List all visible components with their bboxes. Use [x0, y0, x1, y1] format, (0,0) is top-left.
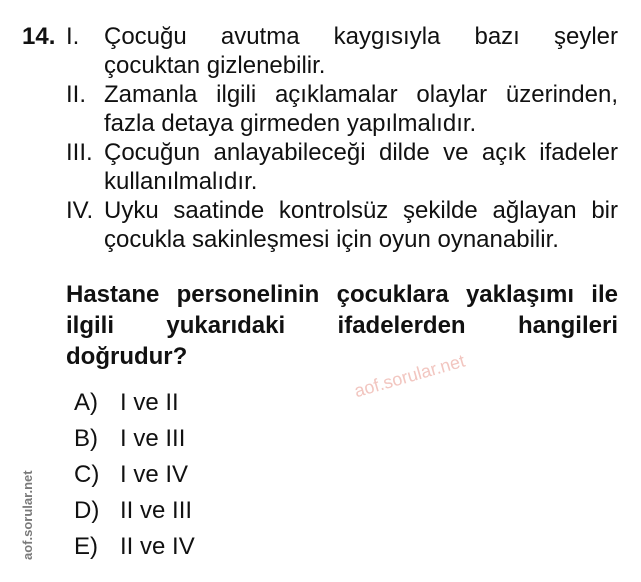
- answer-option-a[interactable]: [74, 388, 179, 418]
- option-letter: B): [74, 425, 98, 452]
- answer-option-c[interactable]: [74, 460, 188, 490]
- option-letter: E): [74, 533, 98, 560]
- roman-numeral: II.: [66, 81, 87, 108]
- statement-line: Çocuğu avutma kaygısıyla bazı şeyler: [104, 23, 618, 50]
- watermark-side: aof.sorular.net: [20, 470, 35, 560]
- statement-line: kullanılmalıdır.: [104, 168, 258, 195]
- roman-numeral: I.: [66, 23, 80, 50]
- option-text: II ve IV: [120, 533, 195, 560]
- statement-line: çocukla sakinleşmesi için oyun oynanabilir.: [104, 226, 559, 253]
- statement-line: çocuktan gizlenebilir.: [104, 52, 326, 79]
- statement-item-2: [66, 80, 618, 138]
- statement-item-3: [66, 138, 618, 196]
- stem-line: doğrudur?: [66, 343, 188, 370]
- statement-line: Uyku saatinde kontrolsüz şekilde ağlayan bir: [104, 197, 618, 224]
- option-text: I ve IV: [120, 461, 189, 488]
- statement-item-4: [66, 196, 618, 254]
- roman-numeral: III.: [66, 139, 93, 166]
- option-letter: C): [74, 461, 100, 488]
- watermark-center: aof.sorular.net: [352, 350, 468, 402]
- stem-line: ilgili yukarıdaki ifadelerden hangileri: [66, 312, 618, 339]
- statement-line: Zamanla ilgili açıklamalar olaylar üzerinden,: [104, 81, 618, 108]
- question-number: 14.: [22, 23, 56, 50]
- answer-option-b[interactable]: [74, 424, 185, 454]
- answer-option-e[interactable]: [74, 532, 195, 562]
- question-stem: [66, 279, 618, 372]
- option-letter: D): [74, 497, 100, 524]
- statement-item-1: [66, 22, 618, 80]
- option-text: I ve II: [120, 389, 179, 416]
- statement-line: Çocuğun anlayabileceği dilde ve açık ifadeler: [104, 139, 618, 166]
- statement-line: fazla detaya girmeden yapılmalıdır.: [104, 110, 477, 137]
- answer-option-d[interactable]: [74, 496, 192, 526]
- roman-numeral: IV.: [66, 197, 94, 224]
- stem-line: Hastane personelinin çocuklara yaklaşımı ile: [66, 281, 618, 308]
- option-text: I ve III: [120, 425, 186, 452]
- option-letter: A): [74, 389, 98, 416]
- option-text: II ve III: [120, 497, 193, 524]
